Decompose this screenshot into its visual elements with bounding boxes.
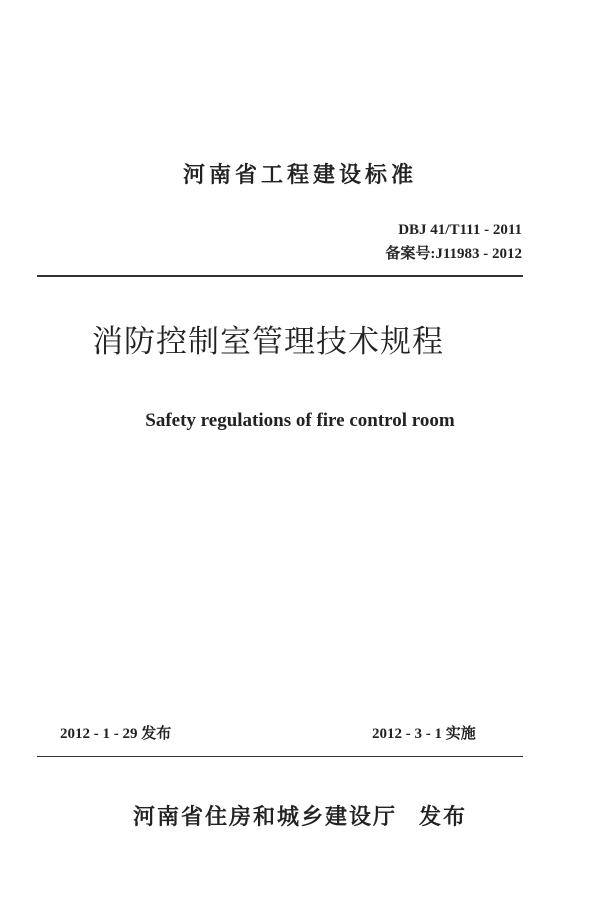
standard-codes	[385, 218, 522, 266]
series-title: 河南省工程建设标准	[182, 163, 417, 188]
implementation-date: 2012 - 3 - 1 实施	[372, 726, 476, 742]
top-divider	[37, 275, 523, 277]
document-title-en: Safety regulations of fire control room	[145, 410, 455, 431]
record-number: 备案号:J11983 - 2012	[385, 246, 522, 262]
issue-date: 2012 - 1 - 29 发布	[60, 726, 172, 742]
publisher-name: 河南省住房和城乡建设厅	[132, 805, 397, 830]
publisher-line	[0, 800, 600, 831]
standard-code: DBJ 41/T111 - 2011	[398, 222, 522, 238]
document-title-zh: 消防控制室管理技术规程	[92, 324, 444, 360]
publish-label: 发布	[419, 805, 468, 830]
bottom-divider	[37, 756, 523, 757]
